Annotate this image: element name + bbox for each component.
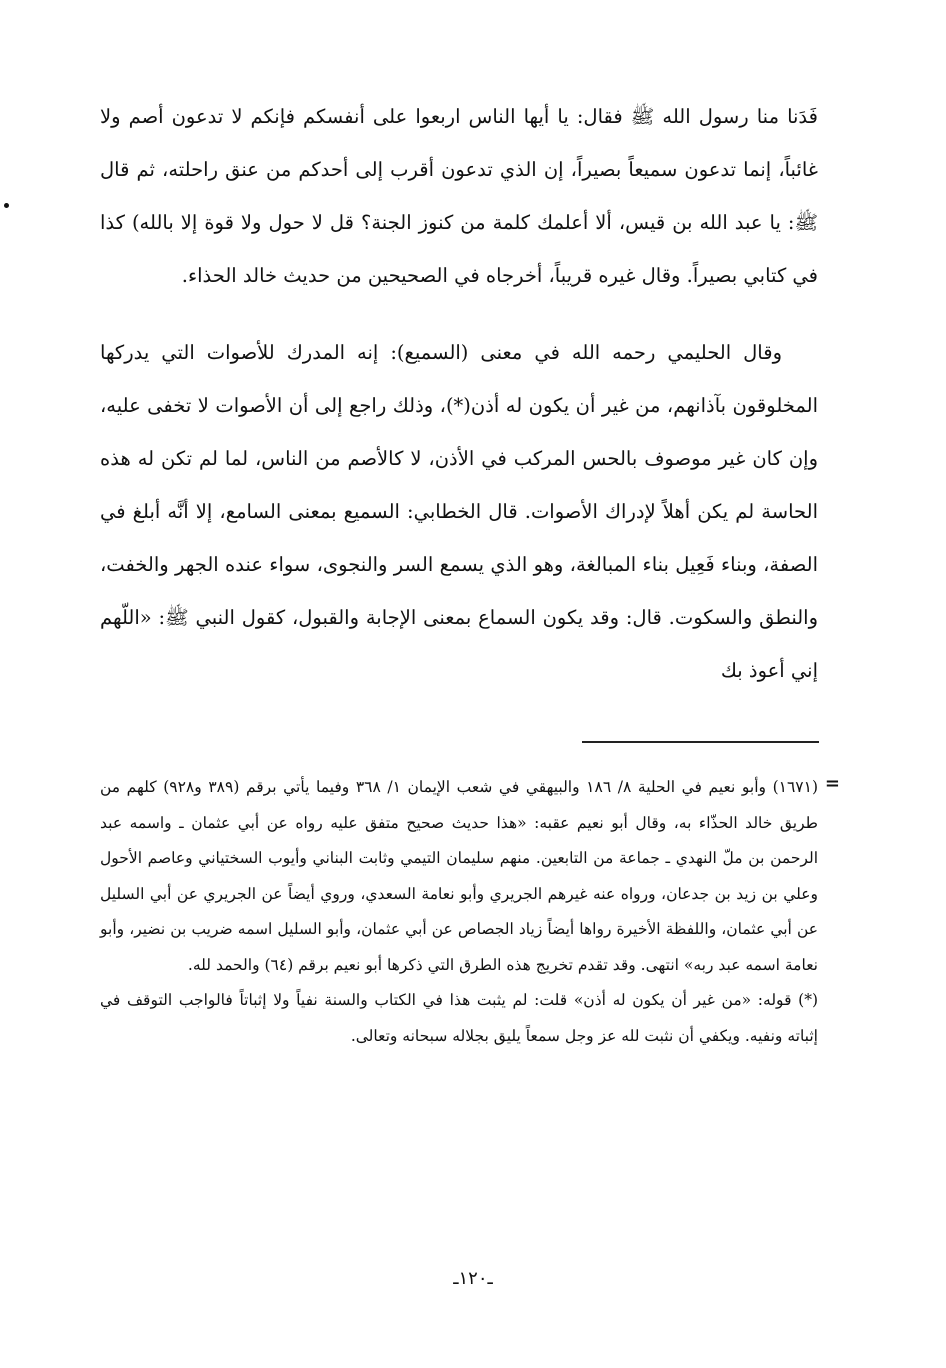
main-paragraph-2: وقال الحليمي رحمه الله في معنى (السميع): إنه المدرك للأصوات التي يدركها المخلوقون بآذانهم، من غير أن يكون له أذن(*)، وذلك راجع إلى أن الأصوات لا تخفى عليه، وإن كان غير موصوف بالحس المركب في الأذن، لا كالأصم من الناس، لما لم تكن له هذه الحاسة لم يكن أهلاً لإدراك الأصوات. قال الخطابي: السميع بمعنى السامع، إلا أنَّه أبلغ في الصفة، وبناء فَعِيل بناء المبالغة، وهو الذي يسمع السر والنجوى، سواء عنده الجهر والخفت، والنطق والسكوت. قال: وقد يكون السماع بمعنى الإجابة والقبول، كقول النبي ﷺ: «اللّهم إني أعوذ بك	[100, 341, 818, 682]
footnote-2	[100, 983, 818, 1054]
footnote-separator	[582, 741, 819, 743]
footnote-1	[100, 770, 840, 983]
footnote-continuation-mark: =	[824, 773, 840, 794]
page-number: ـ١٢٠ـ	[453, 1268, 493, 1289]
footnote-2-text: (*) قوله: «من غير أن يكون له أذن» قلت: لم يثبت هذا في الكتاب والسنة نفياً ولا إثباتاً فالواجب التوقف في إثباته ونفيه. ويكفي أن نثبت لله عز وجل سمعاً يليق بجلاله سبحانه وتعالى.	[100, 991, 818, 1045]
main-paragraph-1: فَدَنا منا رسول الله ﷺ فقال: يا أيها الناس اربعوا على أنفسكم فإنكم لا تدعون أصم ولا غائباً، إنما تدعون سميعاً بصيراً، إن الذي تدعون أقرب إلى أحدكم من عنق راحلته، ثم قال ﷺ: يا عبد الله بن قيس، ألا أعلمك كلمة من كنوز الجنة؟ قل لا حول ولا قوة إلا بالله) كذا في كتابي بصيراً. وقال غيره قريباً، أخرجاه في الصحيحين من حديث خالد الحذاء.	[100, 105, 818, 287]
margin-mark	[4, 203, 9, 208]
footnote-1-text: (١٦٧١) وأبو نعيم في الحلية ٨/ ١٨٦ والبيهقي في شعب الإيمان ١/ ٣٦٨ وفيما يأتي برقم (٣٨٩ و٩٢٨) كلهم من طريق خالد الحذّاء به، وقال أبو نعيم عقبه: «هذا حديث صحيح متفق عليه رواه عن أبي عثمان ـ واسمه عبد الرحمن بن ملّ النهدي ـ جماعة من التابعين. منهم سليمان التيمي وثابت البناني وأيوب السختياني وعاصم الأحول وعلي بن زيد بن جدعان، ورواه عنه غيرهم الجريري وأبو نعامة السعدي، وروي أيضاً عن الجريري عن أبي السليل عن أبي عثمان، واللفظة الأخيرة رواها أيضاً زياد الجصاص عن أبي عثمان، وأبو السليل اسمه ضريب بن نضير، وأبو نعامة اسمه عبد ربه» انتهى. وقد تقدم تخريج هذه الطرق التي ذكرها أبو نعيم برقم (٦٤) والحمد لله.	[100, 778, 819, 974]
footnotes-block	[100, 770, 840, 1054]
main-text-block	[100, 90, 818, 697]
